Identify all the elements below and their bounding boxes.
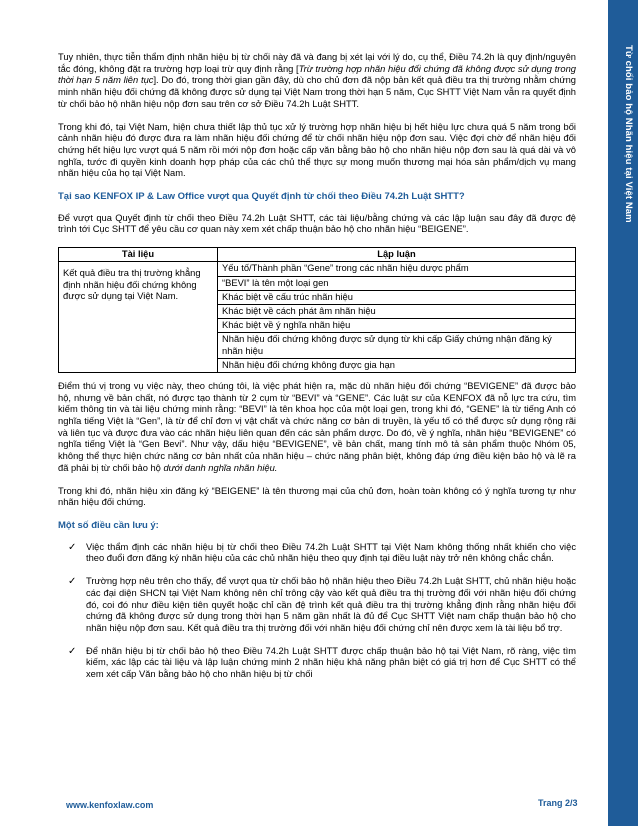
footer-website-link[interactable]: www.kenfoxlaw.com <box>66 800 154 810</box>
section-heading-kenfox: Tại sao KENFOX IP & Law Office vượt qua Quyết định từ chối theo Điều 74.2h Luật SHTT? <box>58 191 465 203</box>
intro-p1-italic: Trừ trường hợp nhãn hiệu đối chứng đã không được sử dụng trong thời hạn 5 năm liên tục <box>58 63 576 86</box>
intro-paragraph-1 <box>58 52 576 111</box>
sidebar-band <box>608 0 638 826</box>
evidence-table <box>58 247 576 373</box>
table-header-arguments: Lập luận <box>218 248 576 262</box>
table-cell-argument: Yếu tố/Thành phần “Gene” trong các nhãn hiệu dược phẩm <box>218 262 576 276</box>
checkmark-icon: ✓ <box>68 541 77 553</box>
section-heading-notes: Một số điều cần lưu ý: <box>58 520 159 531</box>
section1-paragraph: Để vượt qua Quyết định từ chối theo Điều 74.2h Luật SHTT, các tài liệu/bằng chứng và các lập luận sau đây đã được đệ trình tới Cục SHTT để yêu cầu cơ quan này xem xét chấp thuận bảo hộ cho nhãn hiệu “BEIGENE”. <box>58 212 576 235</box>
intro-paragraph-2: Trong khi đó, tại Việt Nam, hiện chưa thiết lập thủ tục xử lý trường hợp nhãn hiệu bị hết hiệu lực chưa quá 5 năm trong bối cảnh nhãn hiệu đó được đưa ra làm nhãn hiệu đối chứng để từ chối nhãn hiệu nộp đơn sau. Việc đợi chờ để nhãn hiệu đối chứng hết hiệu lực vượt quá 5 năm rồi mới nộp đơn hoặc cấp văn bằng bảo hộ cho nhãn hiệu nộp đơn sau là quá dài và vô nghĩa, tước đi quyền kinh doanh hợp pháp của các chủ thể thực sự mong muốn thương mại hóa sản phẩm/dịch vụ mang nhãn hiệu của họ tại Việt Nam. <box>58 121 576 179</box>
list-item-text: Trường hợp nêu trên cho thấy, để vượt qua từ chối bảo hộ nhãn hiệu theo Điều 74.2h Luật SHTT, chủ nhãn hiệu hoặc các đại diện SHCN tại Việt Nam không nên chỉ trông cậy vào kết quả điều tra thị trường đối với nhãn hiệu đối chứng đó, coi đó như điều kiện tiên quyết hoặc chỉ cần đệ trình kết quả điều tra thị trường khẳng định rằng nhãn hiệu đối chứng đã không được sử dụng trong thời hạn 5 năm gần nhất là đủ để Cục SHTT Việt nam chấp thuận bảo hộ cho nhãn hiệu nộp đơn sau. Kết quả điều tra thị trường đối với nhãn hiệu đối chứng chỉ nên được xem là tài liệu bổ trợ. <box>86 576 576 633</box>
table-row <box>59 262 576 276</box>
body-paragraph-4: Trong khi đó, nhãn hiệu xin đăng ký “BEIGENE” là tên thương mại của chủ đơn, hoàn toàn không có ý nghĩa tương tự như nhãn hiệu đối chứng. <box>58 485 576 508</box>
list-item <box>58 646 576 681</box>
table-cell-argument: Nhãn hiệu đối chứng không được gia hạn <box>218 358 576 372</box>
table-cell-argument: Khác biệt về ý nghĩa nhãn hiệu <box>218 319 576 333</box>
list-item-text: Việc thẩm định các nhãn hiệu bị từ chối theo Điều 74.2h Luật SHTT tại Việt Nam không thống nhất khiến cho việc theo đuổi đơn đăng ký nhãn hiệu của các chủ nhãn hiệu theo quy định tại điều luật này trở nên không chắc chắn. <box>86 541 576 564</box>
sidebar-title: Từ chối bảo hộ Nhãn hiệu tại Việt Nam <box>623 45 634 223</box>
list-item <box>58 576 576 635</box>
footer-page-number: Trang 2/3 <box>538 798 578 808</box>
table-cell-argument: Nhãn hiệu đối chứng không được sử dụng từ khi cấp Giấy chứng nhận đăng ký nhãn hiệu <box>218 333 576 358</box>
body-p3-italic: dưới danh nghĩa nhãn hiệu. <box>163 462 278 473</box>
document-body <box>58 52 576 692</box>
table-cell-argument: “BEVI” là tên một loại gen <box>218 276 576 290</box>
body-p3-text: Điểm thú vị trong vụ việc này, theo chúng tôi, là việc phát hiện ra, mặc dù nhãn hiệu đối chứng “BEVIGENE” đã được bảo hộ, nhưng về bản chất, nó được tạo thành từ 2 cụm từ “BEVI” và “GENE”. Các luật sư của KENFOX đã nỗ lực tra cứu, tìm kiếm thông tin và tài liệu chứng minh rằng: “BEVI” là tên khoa học của một loại gen, trong khi đó, “GENE” là từ tiếng Anh có nghĩa tiếng Việt là “Gen”, là từ để chỉ đơn vị vật chất và chức năng cơ bản di truyền, là yếu tố có thể được sử dụng rộng rãi và liên tục và được đưa vào các nhãn hiệu liên quan đến các sản phẩm dược. Do đó, về ý nghĩa, nhãn hiệu “BEVIGENE” có nghĩa tiếng Việt là “Gen Bevi”. Như vậy, dấu hiệu “BEVIGENE”, về bản chất, mang tính mô tả sản phẩm thuộc Nhóm 05, không thể thực hiện chức năng cơ bản nhất của nhãn hiệu – chức năng phân biệt, không đáp ứng điều kiện bảo hộ và lẽ ra đã phải bị từ chối bảo hộ <box>58 380 576 473</box>
list-item-text: Để nhãn hiệu bị từ chối bảo hộ theo Điều 74.2h Luật SHTT được chấp thuận bảo hộ tại Việt Nam, rõ ràng, việc tìm kiếm, xác lập các tài liệu và lập luận chứng minh 2 nhãn hiệu khả năng phân biệt có giá trị hơn để Cục SHTT có thể xem xét cấp Văn bằng bảo hộ cho nhãn hiệu bị từ chối <box>86 645 576 680</box>
intro-p1-text-b: ]. Do đó, trong thời gian gần đây, dù cho chủ đơn đã nộp bản kết quả điều tra thị trường nhằm chứng minh nhãn hiệu đối chứng đã không được sử dụng tại Việt Nam trong thời hạn 5 năm, Cục SHTT Việt Nam vẫn ra quyết định từ chối bảo hộ nhãn hiệu nộp đơn sau trên cơ sở Điều 74.2h Luật SHTT. <box>58 75 577 109</box>
intro-p1-text-a: Tuy nhiên, thực tiễn thẩm định nhãn hiệu bị từ chối này đã và đang bị xét lại với lý do, cụ thể, Điều 74.2h là quy định/nguyên tắc đóng, không đặt ra trường hợp loại trừ quy định rằng [ <box>58 52 576 74</box>
table-header-documents: Tài liệu <box>59 248 218 262</box>
list-item <box>58 542 576 565</box>
body-paragraph-3 <box>58 381 576 475</box>
table-cell-argument: Khác biệt về cấu trúc nhãn hiệu <box>218 290 576 304</box>
checkmark-icon: ✓ <box>68 576 77 588</box>
table-header-row <box>59 248 576 262</box>
notes-list <box>58 542 576 681</box>
checkmark-icon: ✓ <box>68 645 77 657</box>
table-cell-document: Kết quả điều tra thị trường khẳng định nhãn hiệu đối chứng không được sử dụng tại Việt Nam. <box>59 262 218 373</box>
table-cell-argument: Khác biệt về cách phát âm nhãn hiệu <box>218 304 576 318</box>
